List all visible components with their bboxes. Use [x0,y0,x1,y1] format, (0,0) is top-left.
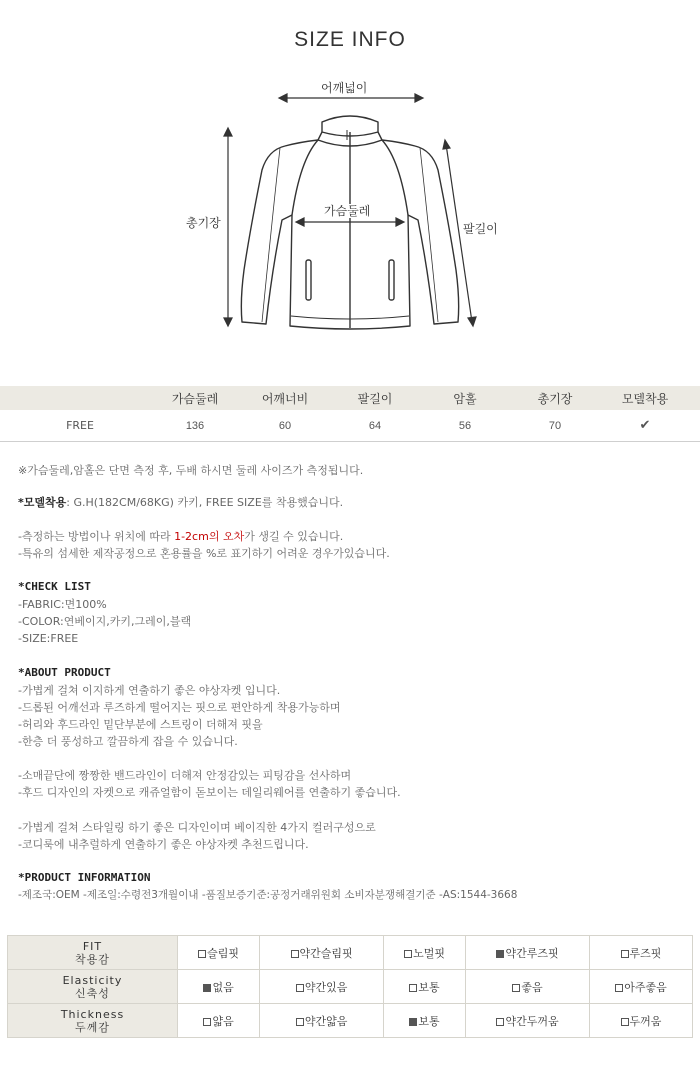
header-cell: 모델착용 [621,391,669,406]
option-cell [260,1004,384,1038]
header-cell: 총기장 [537,391,573,406]
fabric-note: -특유의 섬세한 제작공정으로 혼용률을 %로 표기하기 어려운 경우가있습니다. [18,547,390,560]
shoulder-value: 60 [278,419,292,432]
thickness-row [8,1004,693,1038]
page-title: SIZE INFO [294,28,406,51]
option-cell [589,970,692,1004]
total-length-label: 총기장 [186,216,221,230]
error-note [18,528,343,545]
option-label: 아주좋음 [624,980,667,994]
checkbox-icon [296,984,304,992]
option-cell [466,936,590,970]
label-en: Elasticity [62,973,123,987]
option-cell [466,970,590,1004]
option-cell [589,1004,692,1038]
checkbox-icon [615,984,623,992]
option-label: 슬림핏 [207,946,240,960]
checkbox-icon [621,1018,629,1026]
option-label: 약간있음 [304,980,348,994]
option-cell [383,1004,465,1038]
label-ko: 착용감 [75,952,110,966]
label-ko: 신축성 [75,986,110,1000]
model-note [18,494,343,511]
size-table-header [0,386,700,410]
error-note-highlight: 1-2cm의 오차 [174,530,245,543]
list-item: -소매끝단에 짱짱한 밴드라인이 더해져 안정감있는 피팅감을 선사하며 [18,769,352,782]
list-item: -SIZE:FREE [18,632,79,645]
checkbox-checked-icon [203,984,211,992]
checkbox-icon [404,950,412,958]
option-label: 얇음 [212,1014,234,1028]
size-table [0,386,700,442]
table-row [0,410,700,442]
error-note-pre: -측정하는 방법이나 위치에 따라 [18,530,175,543]
sleeve-value: 64 [368,419,382,432]
header-cell: 팔길이 [357,391,393,406]
length-value: 70 [548,419,562,432]
error-note-post: 가 생길 수 있습니다. [244,530,344,543]
product-info-line: -제조국:OEM -제조일:수령전3개월이내 -품질보증기준:공정거래위원회 소비자분쟁해결기준 -AS:1544-3668 [18,889,518,901]
option-cell [178,1004,260,1038]
list-item: -코디룩에 내추럴하게 연출하기 좋은 야상자켓 추천드립니다. [18,838,309,851]
fit-table [7,935,693,1038]
chest-label: 가슴둘레 [324,204,371,218]
jacket-diagram [0,70,700,340]
option-cell [383,936,465,970]
header-cell: 어깨너비 [261,391,309,406]
check-list-title: *CHECK LIST [18,580,91,593]
option-label: 보통 [418,1014,440,1028]
header-cell: 암홀 [453,391,477,406]
option-cell [466,1004,590,1038]
fit-row [8,936,693,970]
list-item: -가볍게 걸쳐 스타일링 하기 좋은 디자인이며 베이직한 4가지 컬러구성으로 [18,821,376,834]
measure-note: ※가슴둘레,암홀은 단면 측정 후, 두배 하시면 둘레 사이즈가 측정됩니다. [18,464,364,477]
option-cell [260,970,384,1004]
option-label: 두꺼움 [629,1014,662,1028]
option-label: 루즈핏 [629,946,662,960]
list-item: -허리와 후드라인 밑단부분에 스트링이 더해져 핏을 [18,718,263,731]
checkmark-icon: ✔ [639,418,651,433]
checkbox-icon [203,1018,211,1026]
option-cell [178,936,260,970]
checkbox-icon [291,950,299,958]
list-item: -COLOR:연베이지,카키,그레이,블랙 [18,615,192,628]
checkbox-icon [496,1018,504,1026]
checkbox-icon [296,1018,304,1026]
option-label: 노멀핏 [413,946,445,960]
option-label: 좋음 [521,980,543,994]
option-cell [383,970,465,1004]
sleeve-length-label: 팔길이 [463,222,498,236]
option-label: 보통 [418,980,440,994]
checkbox-icon [512,984,520,992]
shoulder-width-label: 어깨넓이 [321,81,368,95]
label-en: Thickness [60,1007,125,1021]
size-name: FREE [66,419,94,432]
checkbox-checked-icon [496,950,504,958]
model-note-label: *모델착용 [18,496,67,509]
about-product-title: *ABOUT PRODUCT [18,666,111,679]
list-item: -가볍게 걸쳐 이지하게 연출하기 좋은 야상자켓 입니다. [18,684,281,697]
option-label: 약간루즈핏 [505,946,559,960]
model-note-text: : G.H(182CM/68KG) 카키, FREE SIZE를 착용했습니다. [66,496,344,509]
option-cell [260,936,384,970]
list-item: -드롭된 어깨선과 루즈하게 떨어지는 핏으로 편안하게 착용가능하며 [18,701,341,714]
label-ko: 두께감 [75,1020,110,1034]
list-item: -한층 더 풍성하고 깔끔하게 잡을 수 있습니다. [18,735,238,748]
checkbox-icon [621,950,629,958]
option-label: 약간두꺼움 [505,1014,559,1028]
option-label: 없음 [212,980,234,994]
list-item: -FABRIC:면100% [18,598,107,611]
header-cell: 가슴둘레 [171,391,219,406]
product-info-title: *PRODUCT INFORMATION [18,871,151,884]
option-label: 약간얇음 [304,1014,348,1028]
chest-value: 136 [185,419,205,432]
option-label: 약간슬림핏 [299,946,353,960]
thickness-label [8,1004,178,1038]
checkbox-icon [198,950,206,958]
option-cell [178,970,260,1004]
checkbox-checked-icon [409,1018,417,1026]
fit-label [8,936,178,970]
model-wear-cell [600,418,690,433]
elasticity-row [8,970,693,1004]
option-cell [589,936,692,970]
list-item: -후드 디자인의 자켓으로 캐쥬얼함이 돋보이는 데일리웨어를 연출하기 좋습니다. [18,786,401,799]
elasticity-label [8,970,178,1004]
label-en: FIT [82,939,103,953]
checkbox-icon [409,984,417,992]
armhole-value: 56 [458,419,472,432]
